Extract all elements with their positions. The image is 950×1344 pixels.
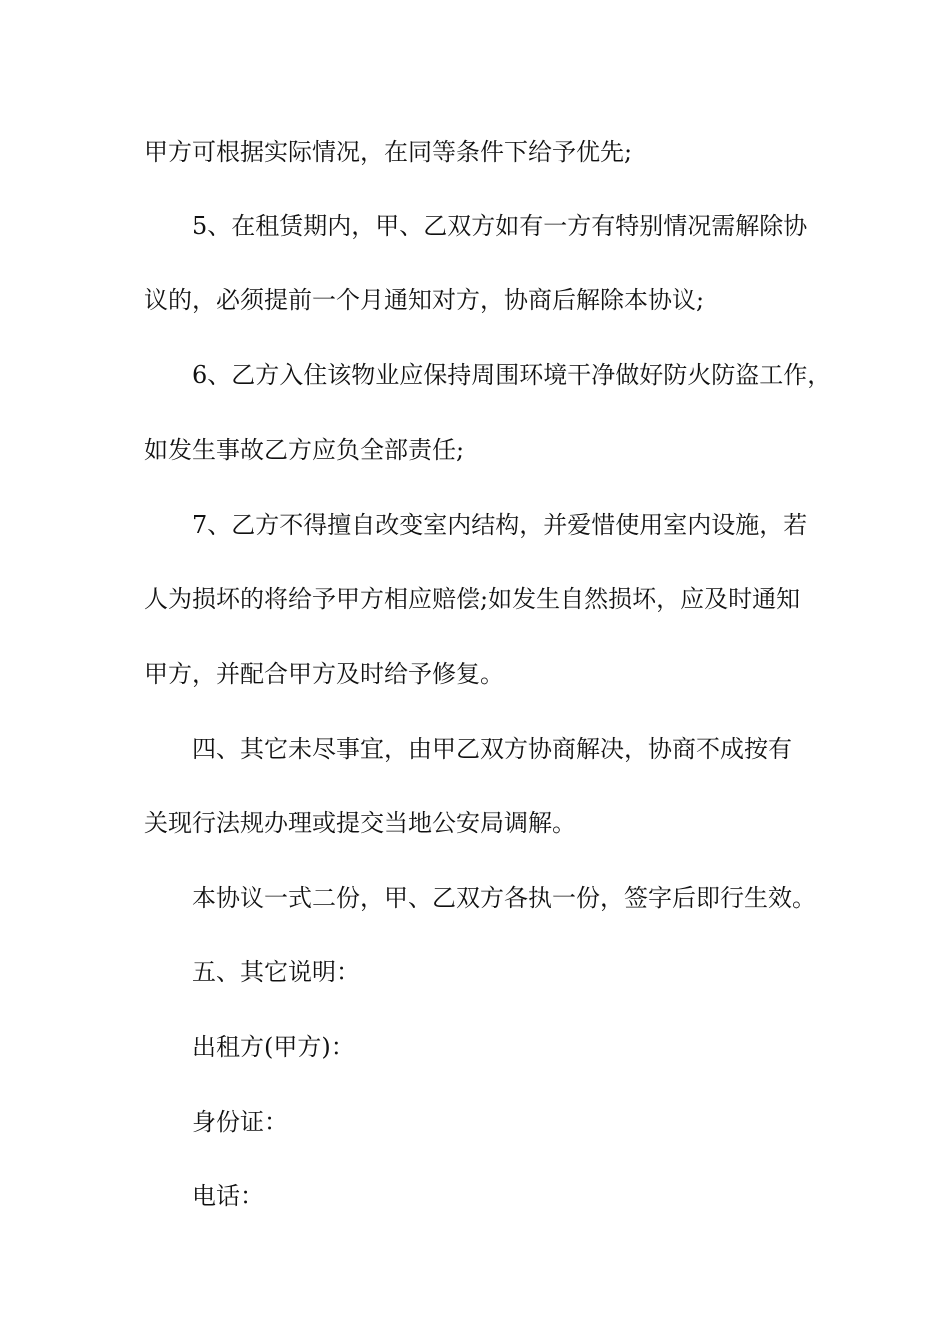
clause-6-line-1: 6、乙方入住该物业应保持周围环境干净做好防火防盗工作， bbox=[192, 361, 832, 389]
clause-7-line-1: 7、乙方不得擅自改变室内结构，并爱惜使用室内设施，若 bbox=[192, 511, 808, 539]
clause-7-line-3: 甲方，并配合甲方及时给予修复。 bbox=[144, 660, 504, 688]
section-5-heading: 五、其它说明： bbox=[192, 958, 360, 986]
lessor-label: 出租方(甲方)： bbox=[192, 1033, 355, 1061]
clause-6-line-2: 如发生事故乙方应负全部责任; bbox=[144, 436, 465, 464]
clause-5-line-2: 议的，必须提前一个月通知对方，协商后解除本协议; bbox=[144, 286, 705, 314]
phone-label: 电话： bbox=[192, 1182, 264, 1210]
clause-7-line-2: 人为损坏的将给予甲方相应赔偿;如发生自然损坏，应及时通知 bbox=[144, 585, 801, 613]
id-card-label: 身份证： bbox=[192, 1108, 288, 1136]
section-4-line-1: 四、其它未尽事宜，由甲乙双方协商解决，协商不成按有 bbox=[192, 735, 792, 763]
agreement-copies-line: 本协议一式二份，甲、乙双方各执一份，签字后即行生效。 bbox=[192, 884, 816, 912]
section-4-line-2: 关现行法规办理或提交当地公安局调解。 bbox=[144, 809, 576, 837]
clause-5-line-1: 5、在租赁期内，甲、乙双方如有一方有特别情况需解除协 bbox=[192, 212, 808, 240]
text-line-1: 甲方可根据实际情况，在同等条件下给予优先; bbox=[144, 138, 633, 166]
